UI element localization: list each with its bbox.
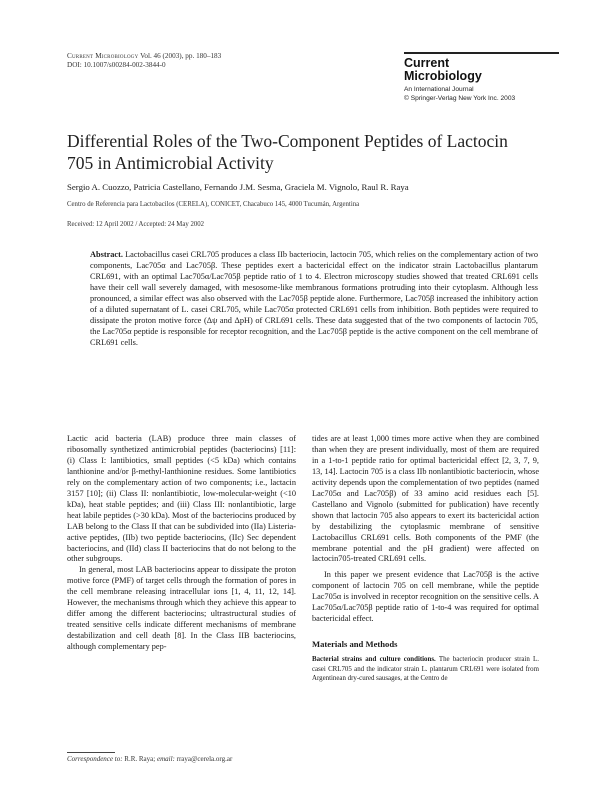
copyright: © Springer-Verlag New York Inc. 2003 xyxy=(404,95,516,102)
subsection-paragraph xyxy=(312,655,539,684)
abstract-text: Lactobacillus casei CRL705 produces a class IIb bacteriocin, lactocin 705, which relies on the complementary action of two components, Lac705α and Lac705β. These peptides exert a bactericidal effect on the indicator strain Lactobacillus plantarum CRL691, with an optimal Lac705α/Lac705β peptide ratio of 1 to 4. Electron microscopy studies showed that treated CRL691 cells have their cell wall severely damaged, with mesosome-like membranous formations protruding into their cytoplasm. Although less pronounced, a similar effect was also observed with the Lac705β peptide alone. Furthermore, Lac705β increased the inhibitory action of a diluted supernatant of L. casei CRL705, while Lac705α protected CRL691 cells from inhibition. Both peptides were required to dissipate the proton motive force (Δψ and ΔpH) of CRL691 cells. These data suggested that of the two components of lactocin 705, the Lac705α peptide is responsible for receptor recognition, and the Lac705β peptide is the active component on the cell membrane of CRL691 cells. xyxy=(90,250,539,347)
journal-volume-pages: Vol. 46 (2003), pp. 180–183 xyxy=(138,52,222,60)
journal-citation xyxy=(67,52,221,70)
journal-brand xyxy=(404,52,559,103)
body-paragraph: In this paper we present evidence that Lac705β is the active component of lactocin 705 on cell membrane, while the peptide Lac705α is involved in receptor recognition on the sensitive cells. A Lac705α/Lac705β peptide ratio of 1-to-4 was required for optimal bactericidal effect. xyxy=(312,570,539,624)
body-paragraph: In general, most LAB bacteriocins appear to dissipate the proton motive force (PMF) of target cells through the formation of pores in the cell membrane releasing intracellular ions [1, 4, 11, 12, 14]. However, the mechanisms through which they achieve this appear to differ among the different bacteriocins; ultrastructural studies of treated sensitive cells indicate different mechanisms of membrane destabilization and cell death [8]. In the Class IIB bacteriocins, although complementary pep- xyxy=(67,565,296,652)
abstract-label: Abstract. xyxy=(90,250,123,259)
correspondence-footnote xyxy=(67,755,232,764)
affiliation: Centro de Referencia para Lactobacilos (CERELA), CONICET, Chacabuco 145, 4000 Tucumán, Argentina xyxy=(67,201,360,208)
footnote-name: R.R. Raya; xyxy=(124,755,156,763)
abstract xyxy=(90,250,538,349)
subsection-heading: Bacterial strains and culture conditions. xyxy=(312,656,436,664)
brand-subtitle: An International Journal xyxy=(404,86,474,93)
doi: DOI: 10.1007/s00284-002-3844-0 xyxy=(67,61,166,69)
brand-rule xyxy=(404,52,559,54)
received-accepted-dates: Received: 12 April 2002 / Accepted: 24 May 2002 xyxy=(67,221,205,228)
brand-title-line1: Current xyxy=(404,56,450,70)
authors: Sergio A. Cuozzo, Patricia Castellano, Fernando J.M. Sesma, Graciela M. Vignolo, Raul R. Raya xyxy=(67,182,409,192)
subsection-text: The bacteriocin producer strain L. casei CRL705 and the indicator strain L. plantarum CRL691 were isolated from Argentinean dry-cured sausages, at the Centro de xyxy=(312,656,539,683)
footnote-rule xyxy=(67,752,115,753)
section-heading: Materials and Methods xyxy=(312,639,398,650)
footnote-label: Correspondence to: xyxy=(67,755,123,763)
brand-title-line2: Microbiology xyxy=(404,69,482,83)
body-right-column xyxy=(312,434,539,684)
article-title: Differential Roles of the Two-Component Peptides of Lactocin 705 in Antimicrobial Activity xyxy=(67,131,508,173)
journal-name: Current Microbiology xyxy=(67,52,139,60)
footnote-email-label: email: xyxy=(156,755,175,763)
body-left-column xyxy=(67,434,296,653)
body-paragraph: tides are at least 1,000 times more active when they are combined than when they are present individually, most of them are required in a 1-to-1 peptide ratio for optimal bactericidal effect [2, 3, 7, 9, 13, 14]. Lactocin 705 is a class IIb nonlantibiotic bacteriocin, whose activity depends upon the complementation of two peptides (named Lac705α and Lac705β) of 33 amino acid residues each [5]. Castellano and Vignolo (submitted for publication) have recently shown that lactocin 705 also appears to exert its bactericidal action by destabilizing the cytoplasmic membrane of sensitive Lactobacillus CRL691 cells. Both components of the PMF (the membrane potential and the pH gradient) were affected on lactocin705-treated CRL691 cells. xyxy=(312,434,539,564)
body-paragraph: Lactic acid bacteria (LAB) produce three main classes of ribosomally synthetized antimicrobial peptides (bacteriocins) [11]: (i) Class I: lantibiotics, small peptides (<5 kDa) which contains lanthionine and/or β-methyl-lanthionine residues. Some lantibiotics rely on the complementary action of two components; i.e., lactacin 3157 [10]; (ii) Class II: nonlantibiotic, low-molecular-weight (<10 kDa), heat stable peptides; and (iii) Class III: nonlantibiotic, large heat labile peptides (>30 kDa). Most of the bacteriocins produced by LAB belong to the Class II that can be subdivided into (IIa) Listeria-active peptides, (IIb) two peptide bacteriocins, (IIc) Sec dependent bacteriocins, and (IId) class II bacteriocins that do not belong to the other subgroups. xyxy=(67,434,296,564)
footnote-email[interactable]: rraya@cerela.org.ar xyxy=(176,755,233,763)
